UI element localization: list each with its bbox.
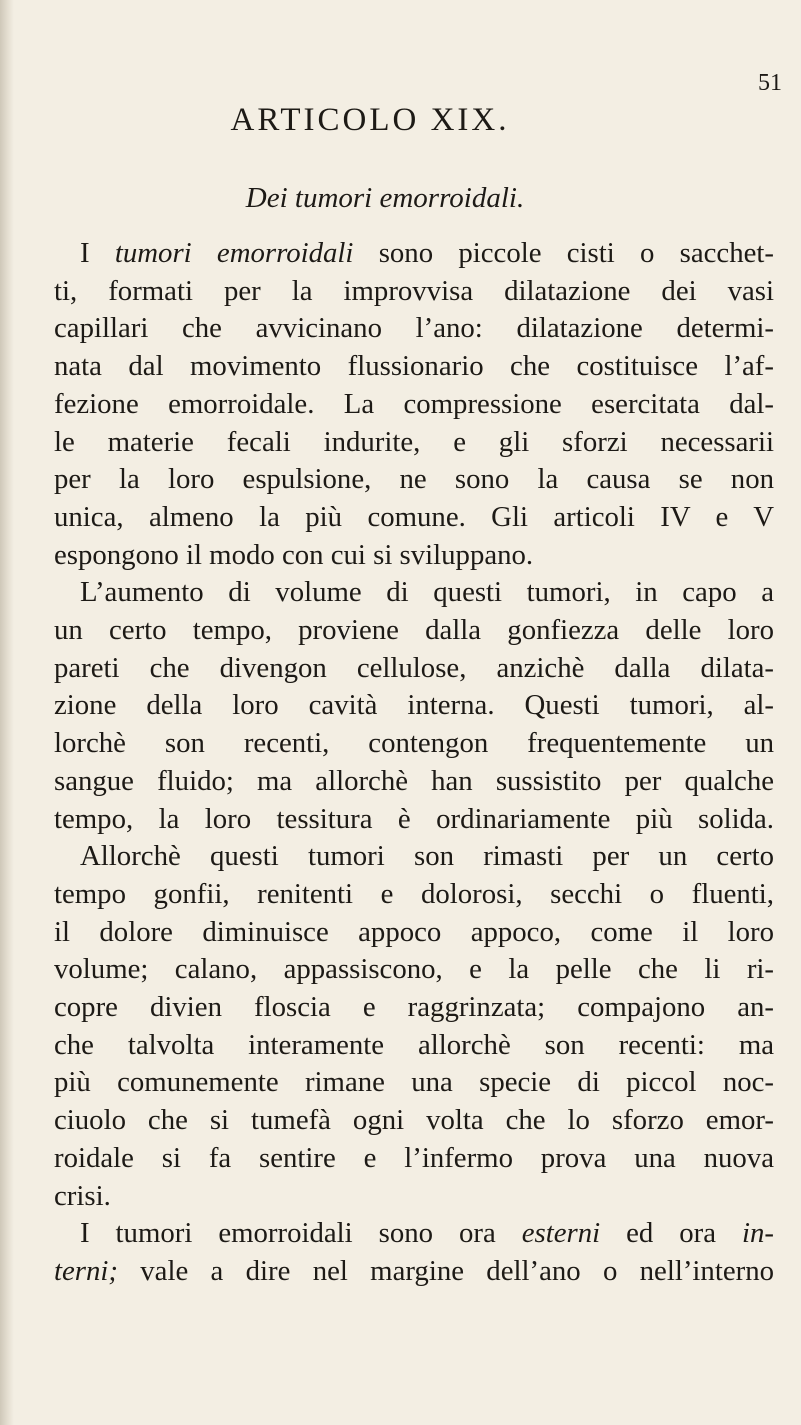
text-line: le materie fecali indurite, e gli sforzi necessarii bbox=[54, 425, 774, 458]
page-number: 51 bbox=[758, 70, 782, 96]
text-line: il dolore diminuisce appoco appoco, come il loro bbox=[54, 915, 774, 948]
text-line: L’aumento di volume di questi tumori, in capo a bbox=[80, 576, 774, 609]
text-line: volume; calano, appassiscono, e la pelle che li ri- bbox=[54, 953, 774, 986]
body-text bbox=[54, 235, 774, 1291]
text-line: roidale si fa sentire e l’infermo prova una nuova bbox=[54, 1141, 774, 1174]
text-line: nata dal movimento flussionario che costituisce l’af- bbox=[54, 350, 774, 383]
text-line: unica, almeno la più comune. Gli articoli IV e V bbox=[54, 500, 774, 533]
text-line: Allorchè questi tumori son rimasti per un certo bbox=[80, 840, 774, 873]
text-line: sangue fluido; ma allorchè han sussistito per qualche bbox=[54, 764, 774, 797]
text-line: crisi. bbox=[54, 1179, 111, 1212]
text-line: I tumori emorroidali sono piccole cisti o sacchet- bbox=[80, 237, 774, 269]
text-line: tempo, la loro tessitura è ordinariamente più solida. bbox=[54, 802, 774, 835]
text-line: pareti che divengon cellulose, anzichè dalla dilata- bbox=[54, 651, 774, 684]
text-line: più comunemente rimane una specie di piccol noc- bbox=[54, 1066, 774, 1099]
text-line: capillari che avvicinano l’ano: dilatazione determi- bbox=[54, 312, 774, 345]
text-line: espongono il modo con cui si sviluppano. bbox=[54, 538, 534, 571]
text-line: copre divien floscia e raggrinzata; compajono an- bbox=[54, 991, 774, 1024]
section-subtitle: Dei tumori emorroidali. bbox=[245, 182, 525, 214]
text-line: fezione emorroidale. La compressione esercitata dal- bbox=[54, 387, 774, 420]
text-line: ti, formati per la improvvisa dilatazione dei vasi bbox=[54, 274, 774, 307]
text-line: lorchè son recenti, contengon frequentemente un bbox=[54, 727, 774, 760]
text-line: zione della loro cavità interna. Questi tumori, al- bbox=[54, 689, 774, 722]
text-line: un certo tempo, proviene dalla gonfiezza delle loro bbox=[54, 614, 774, 647]
text-line: terni; vale a dire nel margine dell’ano o nell’interno bbox=[54, 1254, 774, 1287]
text-line: che talvolta interamente allorchè son recenti: ma bbox=[54, 1028, 774, 1061]
text-line: I tumori emorroidali sono ora esterni ed ora in- bbox=[80, 1217, 774, 1250]
text-line: tempo gonfii, renitenti e dolorosi, secchi o fluenti, bbox=[54, 877, 774, 910]
article-title: ARTICOLO XIX. bbox=[230, 102, 510, 138]
text-line: ciuolo che si tumefà ogni volta che lo sforzo emor- bbox=[54, 1104, 774, 1137]
text-line: per la loro espulsione, ne sono la causa se non bbox=[54, 463, 774, 496]
